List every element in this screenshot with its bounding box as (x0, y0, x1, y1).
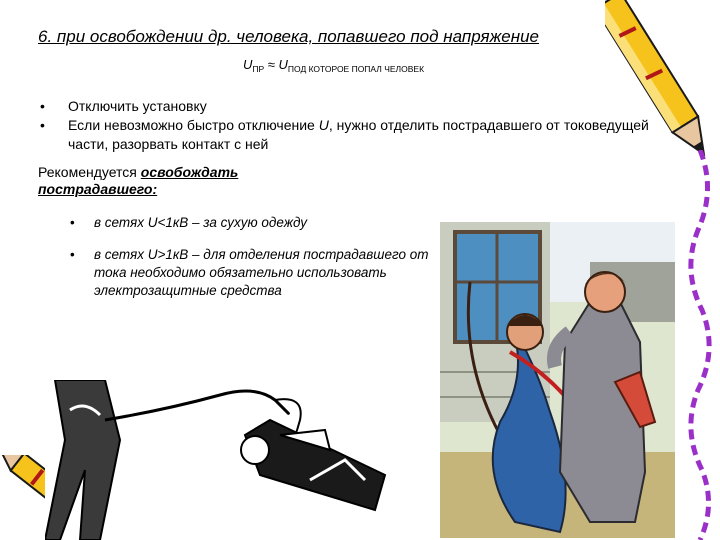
rescue-illustration (440, 222, 675, 538)
formula-lhs: U (243, 57, 253, 72)
slide-title: 6. при освобождении др. человека, попавшего под напряжение (38, 27, 539, 46)
list-item (40, 116, 660, 154)
decorative-wave (680, 150, 720, 540)
recommendation-emphasis: освобождать пострадавшего: (38, 164, 239, 197)
recommendation (38, 164, 338, 198)
formula-approx: ≈ (264, 57, 279, 72)
list-item (40, 97, 660, 116)
action-list (40, 97, 660, 154)
bullet-glyph: • (40, 98, 45, 114)
recommendation-prefix: Рекомендуется (38, 164, 141, 180)
list-item (70, 214, 430, 232)
voltage-symbol: U (318, 117, 329, 133)
list-item-text-tail: , нужно отделить пострадавшего от токоведущей части, разорвать контакт с ней (68, 117, 649, 152)
list-item-text: Если невозможно быстро отключение (68, 117, 319, 133)
list-item (70, 246, 430, 300)
formula-lhs-sub: ПР (252, 64, 265, 74)
bullet-glyph: • (40, 117, 45, 133)
formula-rhs-sub: ПОД КОТОРОЕ ПОПАЛ ЧЕЛОВЕК (287, 64, 425, 74)
list-item-text: Отключить установку (68, 98, 207, 114)
bullet-glyph: • (70, 247, 75, 262)
network-rules-list (70, 214, 430, 314)
voltage-formula (243, 57, 424, 74)
list-item-text: в сетях U<1кВ – за сухую одежду (94, 215, 308, 230)
formula-rhs: U (278, 57, 288, 72)
list-item-text: в сетях U>1кВ – для отделения пострадавшего от тока необходимо обязательно использовать электрозащитные средства (94, 247, 429, 298)
bullet-glyph: • (70, 215, 75, 230)
rope-rescue-illustration (45, 380, 390, 540)
